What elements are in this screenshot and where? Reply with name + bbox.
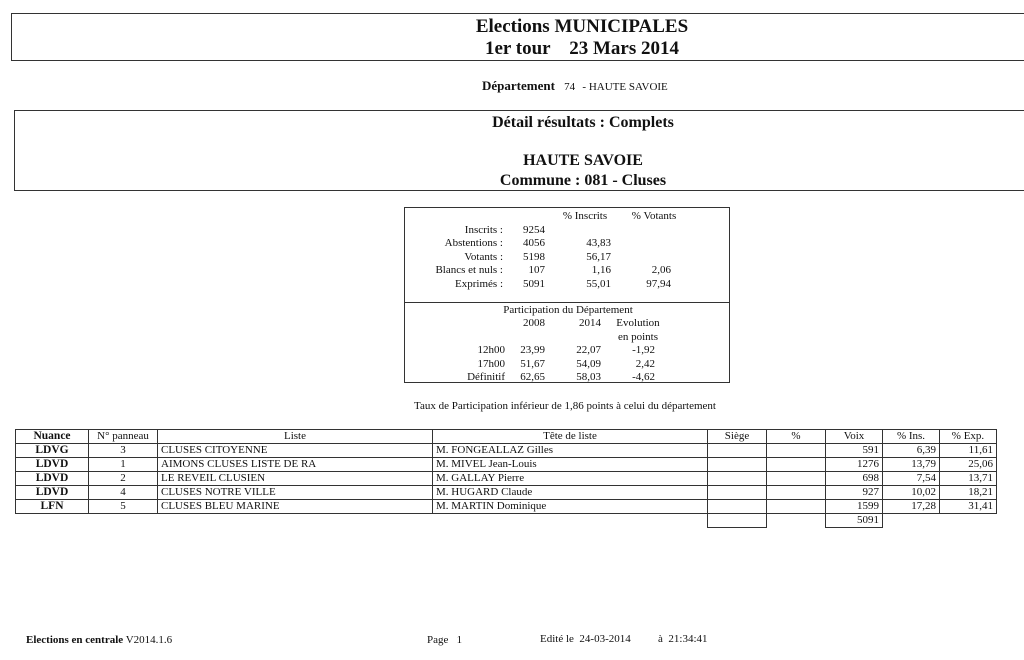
cell-siege [708,444,767,458]
stats-label: Abstentions : [444,237,503,249]
header-siege: Siège [708,430,767,444]
cell-voix: 591 [826,444,883,458]
participation-label: 17h00 [477,357,505,370]
footer-app [26,634,172,646]
footer-app-version: V2014.1.6 [125,634,173,646]
cell-pct [767,444,826,458]
header-box [11,13,1024,61]
header-voix: Voix [826,430,883,444]
participation-note: Taux de Participation inférieur de 1,86 points à celui du département [414,400,716,412]
election-title: Elections MUNICIPALES [475,16,689,37]
cell-voix: 927 [826,486,883,500]
cell-pct-exp: 11,61 [940,444,997,458]
totals-row [16,514,997,528]
participation-table [445,317,675,385]
results-table [15,429,997,528]
participation-row [445,358,675,372]
cell-pct [767,472,826,486]
region-name: HAUTE SAVOIE [523,152,643,169]
cell-siege [708,486,767,500]
cell-nuance: LDVD [16,486,89,500]
stats-pct-inscrits: 1,16 [591,264,611,276]
header-tete-de-liste: Tête de liste [433,430,708,444]
stats-value: 9254 [523,223,545,236]
stats-pct-votants: 97,94 [646,277,671,290]
stats-box [404,207,730,383]
stats-row [425,251,683,265]
stats-label: Votants : [464,250,503,263]
footer-page: Page 1 [427,634,463,646]
results-header-row [16,430,997,444]
cell-panneau: 5 [89,500,158,514]
cell-pct [767,458,826,472]
header-liste: Liste [158,430,433,444]
header-pct-ins: % Ins. [883,430,940,444]
cell-liste: CLUSES BLEU MARINE [158,500,433,514]
header-pct-exp: % Exp. [940,430,997,444]
cell-liste: CLUSES CITOYENNE [158,444,433,458]
stats-pct-inscrits: 43,83 [586,237,611,249]
cell-pct-ins: 6,39 [883,444,940,458]
stats-row [425,264,683,278]
col-pct-inscrits: % Inscrits [562,210,608,222]
participation-title: Participation du Département [503,304,633,316]
col-evolution-unit: en points [617,330,659,343]
cell-tete-de-liste: M. MARTIN Dominique [433,500,708,514]
footer-edited: Edité le 24-03-2014 [540,633,631,645]
participation-label: Définitif [467,371,505,383]
cell-nuance: LDVG [16,444,89,458]
cell-panneau: 3 [89,444,158,458]
cell-pct [767,486,826,500]
col-2008: 2008 [523,317,545,329]
stats-row [425,224,683,238]
departement-code: 74 [564,81,576,93]
stats-value: 5091 [523,277,545,290]
cell-voix: 698 [826,472,883,486]
participation-2014: 54,09 [576,357,601,370]
cell-panneau: 4 [89,486,158,500]
stats-label: Inscrits : [464,223,503,236]
table-row [16,486,997,500]
header-pct: % [767,430,826,444]
cell-pct-ins: 17,28 [883,500,940,514]
cell-liste: AIMONS CLUSES LISTE DE RA [158,458,433,472]
participation-row [445,371,675,385]
cell-siege [708,500,767,514]
footer-time: à 21:34:41 [658,633,708,645]
cell-panneau: 2 [89,472,158,486]
participation-2014: 22,07 [576,344,601,356]
stats-pct-inscrits [545,224,625,238]
cell-pct-ins: 7,54 [883,472,940,486]
stats-table [425,210,683,291]
cell-pct [767,500,826,514]
col-evolution: Evolution [616,317,660,329]
cell-siege [708,458,767,472]
cell-pct-exp: 31,41 [940,500,997,514]
table-row [16,444,997,458]
cell-tete-de-liste: M. GALLAY Pierre [433,472,708,486]
cell-tete-de-liste: M. HUGARD Claude [433,486,708,500]
cell-pct-exp: 13,71 [940,472,997,486]
stats-value: 4056 [523,237,545,249]
cell-siege [708,472,767,486]
header-nuance: Nuance [16,430,89,444]
participation-2008: 51,67 [520,357,545,370]
stats-label: Exprimés : [455,277,503,290]
participation-label: 12h00 [477,344,505,356]
cell-liste: CLUSES NOTRE VILLE [158,486,433,500]
commune-name: Commune : 081 - Cluses [499,172,667,189]
participation-2014: 58,03 [576,371,601,383]
total-siege [708,514,767,528]
table-row [16,500,997,514]
cell-nuance: LDVD [16,472,89,486]
cell-voix: 1276 [826,458,883,472]
stats-pct-inscrits: 55,01 [586,277,611,290]
stats-row [425,237,683,251]
departement-label: Département [482,78,555,93]
total-voix: 5091 [826,514,883,528]
col-2014: 2014 [579,317,601,329]
table-row [16,458,997,472]
departement-name: - HAUTE SAVOIE [582,81,668,93]
stats-label: Blancs et nuls : [435,264,503,276]
participation-row [445,344,675,358]
stats-divider [405,302,729,303]
detail-title: Détail résultats : Complets [492,114,674,131]
col-pct-votants: % Votants [631,210,677,222]
participation-2008: 23,99 [520,344,545,356]
stats-value: 5198 [523,250,545,263]
cell-tete-de-liste: M. MIVEL Jean-Louis [433,458,708,472]
cell-nuance: LFN [16,500,89,514]
stats-pct-votants: 2,06 [651,264,671,276]
participation-evolution: -4,62 [632,371,655,383]
participation-evolution: -1,92 [632,344,655,356]
stats-pct-votants [625,224,683,238]
cell-pct-ins: 10,02 [883,486,940,500]
cell-panneau: 1 [89,458,158,472]
cell-liste: LE REVEIL CLUSIEN [158,472,433,486]
cell-voix: 1599 [826,500,883,514]
stats-pct-votants [625,237,683,251]
departement-line [482,78,668,94]
header-panneau: N° panneau [89,430,158,444]
cell-tete-de-liste: M. FONGEALLAZ Gilles [433,444,708,458]
cell-pct-ins: 13,79 [883,458,940,472]
stats-pct-votants [625,251,683,265]
cell-nuance: LDVD [16,458,89,472]
cell-pct-exp: 25,06 [940,458,997,472]
footer-app-name: Elections en centrale [26,634,124,646]
election-round-date: 1er tour 23 Mars 2014 [484,38,680,59]
cell-pct-exp: 18,21 [940,486,997,500]
participation-evolution: 2,42 [635,357,655,370]
stats-pct-inscrits: 56,17 [586,250,611,263]
stats-row [425,278,683,292]
table-row [16,472,997,486]
detail-box [14,110,1024,191]
stats-value: 107 [528,264,545,276]
participation-2008: 62,65 [520,371,545,383]
